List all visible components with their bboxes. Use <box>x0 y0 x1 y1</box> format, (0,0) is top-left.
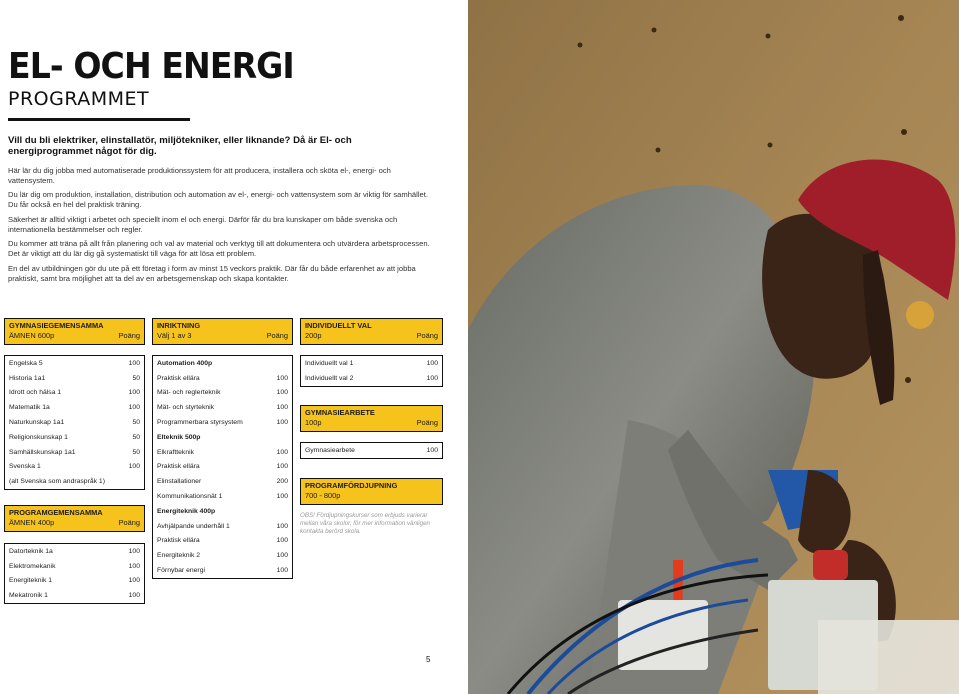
table-row <box>5 588 144 603</box>
course-name: Energiteknik 1 <box>9 577 53 585</box>
course-name: Elkraftteknik <box>157 448 195 456</box>
table-row <box>153 534 292 549</box>
points-label: Poäng <box>118 518 140 527</box>
table-row <box>153 474 292 489</box>
programfordjupning-note: OBS! Fördjupningskurser som erbjuds varierar mellan våra skolor, för mer information vänligen kontakta berörd skola. <box>300 512 430 535</box>
section-subheading: 200p <box>305 331 322 340</box>
course-name: Samhällskunskap 1a1 <box>9 448 76 456</box>
course-name: Svenska 1 <box>9 463 41 471</box>
course-points: 100 <box>128 463 140 471</box>
course-name: Individuellt val 2 <box>305 374 354 382</box>
course-points: 100 <box>276 374 288 382</box>
course-points: 100 <box>128 404 140 412</box>
course-points: 50 <box>132 448 140 456</box>
section-heading: GYMNASIEGEMENSAMMA <box>9 321 104 330</box>
paragraph: Här lär du dig jobba med automatiserade produktionssystem för att producera, installera och sköta el-, energi- och vattensystem. <box>8 166 391 185</box>
section-heading: GYMNASIEARBETE <box>305 408 375 417</box>
course-name: Automation 400p <box>157 359 213 367</box>
course-name: Idrott och hälsa 1 <box>9 389 62 397</box>
section-heading: PROGRAMGEMENSAMMA <box>9 508 103 517</box>
course-points: 100 <box>276 404 288 412</box>
table-row <box>153 563 292 578</box>
page-subtitle: PROGRAMMET <box>8 88 150 110</box>
course-points: 100 <box>276 522 288 530</box>
course-name: Elteknik 500p <box>157 433 201 441</box>
course-points: 100 <box>426 359 438 367</box>
course-points: 100 <box>276 448 288 456</box>
points-label: Poäng <box>416 418 438 427</box>
course-name: Förnybar energi <box>157 567 205 575</box>
table-row <box>153 430 292 445</box>
inriktning-table <box>152 355 293 579</box>
course-name: Mät- och reglerteknik <box>157 389 221 397</box>
table-row <box>5 559 144 574</box>
table-row <box>153 548 292 563</box>
course-points: 100 <box>128 592 140 600</box>
course-points: 100 <box>128 359 140 367</box>
section-subheading: 100p <box>305 418 322 427</box>
individuellt-header <box>300 318 443 345</box>
course-name: Energiteknik 2 <box>157 552 201 560</box>
course-points: 100 <box>128 547 140 555</box>
points-label: Poäng <box>118 331 140 340</box>
table-row <box>153 504 292 519</box>
course-name: Praktisk ellära <box>157 463 200 471</box>
table-row <box>153 415 292 430</box>
paragraph: Säkerhet är alltid viktigt i arbetet och speciellt inom el och energi. Därför får du bra kunskaper om både svenska och internationella bestämmelser och regler. <box>8 215 398 234</box>
table-row <box>301 356 442 371</box>
course-name: Mät- och styrteknik <box>157 404 215 412</box>
table-row <box>5 445 144 460</box>
section-subheading: ÄMNEN 400p <box>9 518 55 527</box>
course-name: Elektromekanik <box>9 562 56 570</box>
inriktning-header <box>152 318 293 345</box>
paragraph: Du kommer att träna på allt från planering och val av material och verktyg till att dokumentera och utvärdera arbetsprocessen. Det är viktigt att du lär dig gå systematiskt till väga för att lösa ett problem. <box>8 239 430 258</box>
table-row <box>5 544 144 559</box>
table-row <box>5 371 144 386</box>
table-row <box>153 519 292 534</box>
course-points: 200 <box>276 478 288 486</box>
course-name: Energiteknik 400p <box>157 507 216 515</box>
course-points: 50 <box>132 433 140 441</box>
section-subheading: ÄMNEN 600p <box>9 331 55 340</box>
table-row <box>153 386 292 401</box>
course-name: Engelska 5 <box>9 359 43 367</box>
title-divider <box>8 118 190 121</box>
course-name: Religionskunskap 1 <box>9 433 68 441</box>
table-row <box>5 386 144 401</box>
course-name: Gymnasiearbete <box>305 446 355 454</box>
course-name: Avhjälpande underhåll 1 <box>157 522 230 530</box>
course-name: Individuellt val 1 <box>305 359 354 367</box>
course-name: Kommunikationsnät 1 <box>157 493 223 501</box>
section-heading: INDIVIDUELLT VAL <box>305 321 372 330</box>
course-name: Elinstallationer <box>157 478 202 486</box>
individuellt-table <box>300 355 443 387</box>
course-points: 50 <box>132 419 140 427</box>
table-row <box>5 356 144 371</box>
gymnasiegemensamma-header <box>4 318 145 345</box>
table-row <box>5 400 144 415</box>
course-name: Mekatronik 1 <box>9 592 48 600</box>
course-points: 100 <box>276 419 288 427</box>
table-row <box>153 460 292 475</box>
course-name: (alt Svenska som andraspråk 1) <box>9 478 105 486</box>
table-row <box>153 489 292 504</box>
course-points: 100 <box>276 537 288 545</box>
programfordjupning-header <box>300 478 443 505</box>
points-label: Poäng <box>416 331 438 340</box>
course-name: Naturkunskap 1a1 <box>9 419 65 427</box>
table-row <box>5 415 144 430</box>
table-row <box>5 460 144 475</box>
programgemensamma-header <box>4 505 145 532</box>
course-points: 100 <box>426 446 438 454</box>
table-row <box>5 574 144 589</box>
table-row <box>5 474 144 489</box>
table-row <box>153 400 292 415</box>
programgemensamma-table <box>4 543 145 604</box>
course-points: 100 <box>128 577 140 585</box>
section-heading: INRIKTNING <box>157 321 201 330</box>
page-title: EL- OCH ENERGI <box>8 46 294 87</box>
course-points: 50 <box>132 374 140 382</box>
course-name: Praktisk ellära <box>157 537 200 545</box>
course-points: 100 <box>276 463 288 471</box>
course-name: Programmerbara styrsystem <box>157 419 243 427</box>
table-row <box>301 443 442 458</box>
gymnasiegemensamma-table <box>4 355 145 490</box>
course-points: 100 <box>128 562 140 570</box>
table-row <box>153 445 292 460</box>
course-points: 100 <box>276 389 288 397</box>
section-subheading: Välj 1 av 3 <box>157 331 192 340</box>
photo-illustration <box>468 0 959 694</box>
table-row <box>301 371 442 386</box>
table-row <box>153 356 292 371</box>
intro-text: Vill du bli elektriker, elinstallatör, miljötekniker, eller liknande? Då är El- och energiprogrammet något för dig. <box>8 135 352 157</box>
course-name: Praktisk ellära <box>157 374 200 382</box>
section-subheading: 700 - 800p <box>305 491 341 500</box>
points-label: Poäng <box>266 331 288 340</box>
table-row <box>5 430 144 445</box>
course-name: Datorteknik 1a <box>9 547 53 555</box>
student-electrician-photo <box>468 0 959 694</box>
course-points: 100 <box>276 567 288 575</box>
course-name: Historia 1a1 <box>9 374 46 382</box>
course-points: 100 <box>128 389 140 397</box>
table-row <box>153 371 292 386</box>
gymnasiearbete-table <box>300 442 443 459</box>
course-points: 100 <box>276 493 288 501</box>
page-number: 5 <box>426 655 431 664</box>
paragraph: En del av utbildningen gör du ute på ett företag i form av minst 15 veckors praktik. Där får du både erfarenhet av att jobba praktiskt, samt bra möjlighet att ta del av en arbetsgemenskap och skapa kontakter. <box>8 264 416 283</box>
course-points: 100 <box>426 374 438 382</box>
section-heading: PROGRAMFÖRDJUPNING <box>305 481 398 490</box>
paragraph: Du lär dig om produktion, installation, distribution och automation av el-, energi- och vattensystem som är viktig för samhället. Du får också en hel del praktisk träning. <box>8 190 428 209</box>
course-name: Matematik 1a <box>9 404 50 412</box>
course-points: 100 <box>276 552 288 560</box>
gymnasiearbete-header <box>300 405 443 432</box>
